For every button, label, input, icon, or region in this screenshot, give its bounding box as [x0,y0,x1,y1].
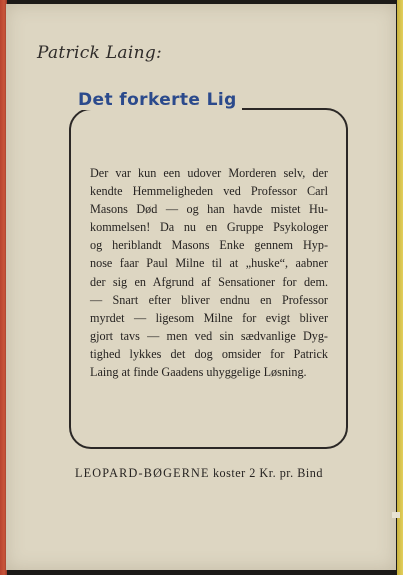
blurb-line: Laing at finde Gaadens uhyggelige Løsning. [90,365,307,380]
blurb-text [90,164,328,381]
blurb-line: tighed lykkes det dog omsider for Patrick [90,346,328,361]
book-title: Det forkerte Lig [72,90,242,110]
blurb-line: Masons Død — og han havde mistet Hu- [90,202,328,217]
series-price: koster 2 Kr. pr. Bind [212,466,323,480]
right-spine-edge [397,0,403,575]
blurb-line: nose faar Paul Milne til at „huske“, aabner [90,256,328,271]
series-footer [75,466,323,481]
blurb-line: kommelsen! Da nu en Gruppe Psykologer [90,220,328,235]
blurb-line: der sig en Afgrund af Sensationer for dem. [90,274,328,289]
blurb-line: gjort tavs — men ved sin sædvanlige Dyg- [90,328,328,343]
edge-sticker [392,512,400,518]
author-name: Patrick Laing: [37,43,163,63]
blurb-line: — Snart efter bliver endnu en Professor [90,292,328,307]
blurb-line: kendte Hemmeligheden ved Professor Carl [90,184,328,199]
blurb-line: Der var kun een udover Morderen selv, der [90,166,328,180]
blurb-line: myrdet — ligesom Milne for evigt bliver [90,310,328,325]
blurb-line: og heriblandt Masons Enke gennem Hyp- [90,238,328,253]
series-name: LEOPARD-BØGERNE [75,466,210,480]
